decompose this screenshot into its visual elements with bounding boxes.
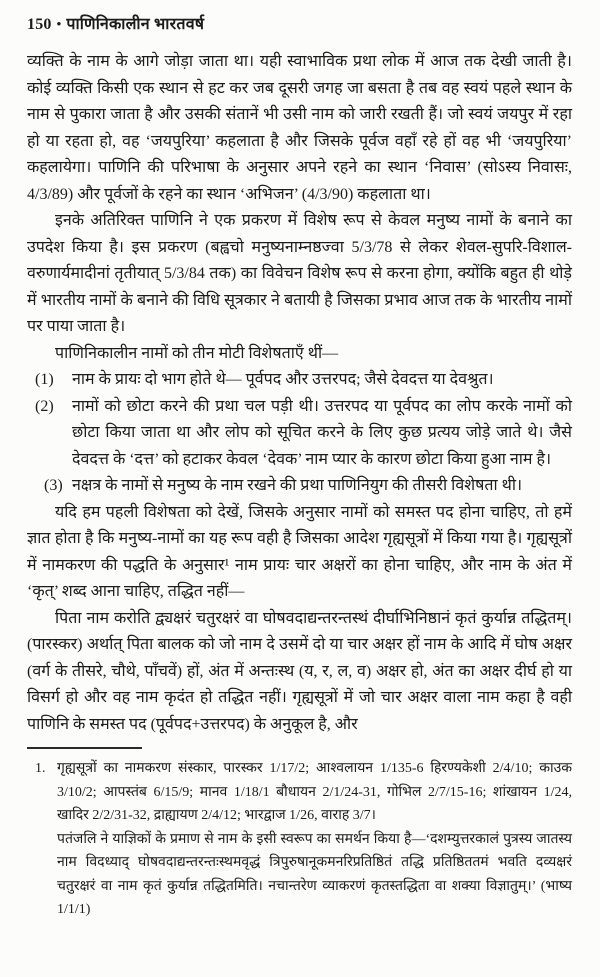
list-item: [27, 367, 572, 394]
page-number: 150: [27, 16, 52, 33]
list-item-text: नाम के प्रायः दो भाग होते थे— पूर्वपद और उत्तरपद; जैसे देवदत्त या देवश्रुत।: [72, 371, 494, 388]
running-header: [27, 12, 572, 34]
list-item-marker: (3): [44, 477, 63, 494]
footnote-references: गृह्यसूत्रों का नामकरण संस्कार, पारस्कर 1/17/2; आश्वलायन 1/135-6 हिरण्यकेशी 2/4/10; काउक 3/10/2; आपस्तंब 6/15/9; मानव 1/18/1 बौधायन 2/1/24-31, गोभिल 2/7/15-16; शांखायन 1/24, खादिर 2/2/31-32, द्राह्यायण 2/4/12; भारद्वाज 1/26, वाराह 3/7।: [57, 761, 572, 823]
page-body: [27, 49, 572, 738]
list-item: [27, 394, 572, 474]
list-item-text: नक्षत्र के नामों से मनुष्य के नाम रखने की प्रथा पाणिनियुग की तीसरी विशेषता थी।: [72, 477, 523, 494]
paragraph-paraskara-quote: पिता नाम करोति द्व्यक्षरं चतुरक्षरं वा घोषवदाद्यन्तरन्तस्थं दीर्घाभिनिष्ठानं कृतं कुर्यान्न तद्धितम्। (पारस्कर) अर्थात् पिता बालक को जो नाम दे उसमें दो या चार अक्षर हों नाम के आदि में घोष अक्षर (वर्ग के तीसरे, चौथे, पाँचवें) हों, अंत में अन्तःस्थ (य, र, ल, व) अक्षर हो, अंत का अक्षर दीर्घ हो या विसर्ग हो और वह नाम कृदंत हो तद्धित नहीं। गृह्यसूत्रों में जो चार अक्षर वाला नाम कहा है वही पाणिनि के समस्त पद (पूर्वपद+उत्तरपद) के अनुकूल है, और: [27, 609, 572, 733]
paragraph-continuation: व्यक्ति के नाम के आगे जोड़ा जाता था। यही स्वाभाविक प्रथा लोक में आज तक देखी जाती है। कोई व्यक्ति किसी एक स्थान से हट कर जब दूसरी जगह जा बसता है तब वह स्वयं पहले स्थान के नाम से पुकारा जाता है और उसकी संतानें भी उसी नाम को जारी रखती हैं। जो स्वयं जयपुर में रहा हो या रहता हो, वह ‘जयपुरिया’ कहलाता है और जिसके पूर्वज वहाँ रहे हों वह भी ‘जयपुरिया’ कहलायेगा। पाणिनि की परिभाषा के अनुसार अपने रहने का स्थान ‘निवास’ (सोऽस्य निवासः, 4/3/89) और पूर्वजों के रहने का स्थान ‘अभिजन’ (4/3/90) कहलाता था।: [27, 53, 572, 203]
footnote-patanjali: पतंजलि ने याज्ञिकों के प्रमाण से नाम के इसी स्वरूप का समर्थन किया है—‘दशम्युत्तरकालं पुत्रस्य जातस्य नाम विदध्याद् घोषवदाद्यन्तरन्तःस्थमवृद्धं त्रिपुरुषानूकमनरिप्रतिष्ठितं तद्धि प्रतिष्ठिततमं भवति दव्यक्षरं चतुरक्षरं वा नाम कृतं कुर्यान्न तद्धितमिति। नचान्तरेण व्याकरणं कृतस्तद्धिता वा शक्या विज्ञातुम्।’ (भाष्य 1/1/1): [57, 831, 572, 917]
list-item-text: नामों को छोटा करने की प्रथा चल पड़ी थी। उत्तरपद या पूर्वपद का लोप करके नामों को छोटा किया जाता था और लोप को सूचित करने के लिए कुछ प्रत्यय जोड़े जाते थे। जैसे देवदत्त के ‘दत्त’ को हटाकर केवल ‘देवक’ नाम प्यार के कारण छोटा किया हुआ नाम है।: [72, 397, 572, 468]
paragraph-grhyasutra: यदि हम पहली विशेषता को देखें, जिसके अनुसार नामों को समस्त पद होना चाहिए, तो हमें ज्ञात होता है कि मनुष्य-नामों का यह रूप वही है जिसका आदेश गृह्यसूत्रों में किया गया है। गृह्यसूत्रों में नामकरण की पद्धति के अनुसार¹ नाम प्रायः चार अक्षरों का होना चाहिए, और नाम के अंत में ‘कृत्’ शब्द आना चाहिए, तद्धित नहीं—: [27, 503, 572, 600]
paragraph-prakarana: इनके अतिरिक्त पाणिनि ने एक प्रकरण में विशेष रूप से केवल मनुष्य नामों के बनाने का उपदेश किया है। इस प्रकरण (बह्वचो मनुष्यनाम्नष्ठज्वा 5/3/78 से लेकर शेवल-सुपरि-विशाल-वरुणार्यमादीनां तृतीयात् 5/3/84 तक) का विवेचन विशेष रूप से करना होगा, क्योंकि बहुत ही थोड़े में भारतीय नामों के बनाने की विधि सूत्रकार ने बतायी है जिसका प्रभाव आज तक के भारतीय नामों पर पाया जाता है।: [27, 212, 572, 335]
footnote-marker: 1.: [35, 761, 46, 776]
list-item: [27, 473, 572, 500]
paragraph-list-intro: पाणिनिकालीन नामों को तीन मोटी विशेषताएँ थीं—: [55, 344, 339, 362]
header-bullet-icon: •: [56, 16, 62, 31]
list-item-marker: (2): [35, 397, 54, 415]
footnote: [35, 757, 572, 922]
list-item-marker: (1): [35, 371, 54, 388]
footnote-separator: [27, 747, 142, 749]
book-title: पाणिनिकालीन भारतवर्ष: [66, 16, 205, 33]
